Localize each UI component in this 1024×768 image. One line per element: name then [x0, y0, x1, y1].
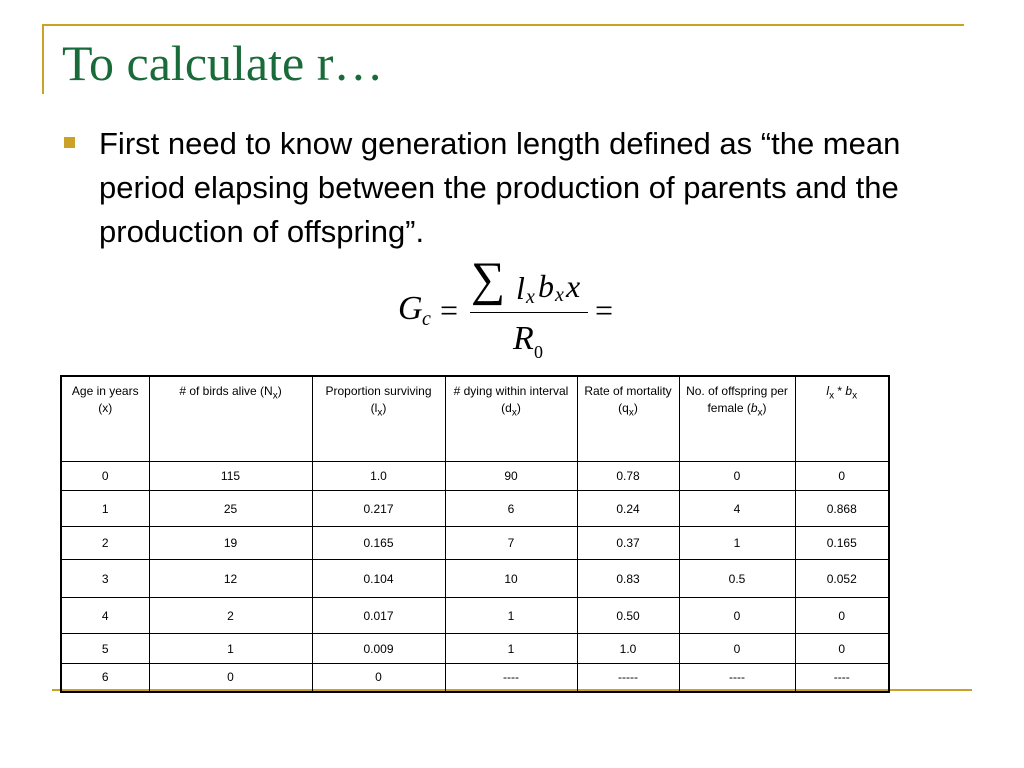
- formula-lhs: G: [398, 290, 423, 327]
- table-row: [61, 462, 889, 491]
- table-cell: 5: [61, 634, 149, 664]
- life-table: [60, 375, 890, 693]
- table-cell: ----: [445, 664, 577, 692]
- table-cell: ----: [679, 664, 795, 692]
- table-row: [61, 598, 889, 634]
- table-cell: 1: [61, 491, 149, 527]
- table-cell: 25: [149, 491, 312, 527]
- table-cell: 0.009: [312, 634, 445, 664]
- table-cell: 0.052: [795, 560, 889, 598]
- table-cell: 0.165: [795, 527, 889, 560]
- formula-numerator-b-subscript: x: [555, 284, 564, 306]
- formula-numerator-l: l: [516, 270, 525, 306]
- table-cell: 0: [61, 462, 149, 491]
- table-cell: ----: [795, 664, 889, 692]
- table-cell: 2: [149, 598, 312, 634]
- formula-numerator-b: b: [538, 268, 554, 304]
- table-cell: 7: [445, 527, 577, 560]
- table-cell: 0.217: [312, 491, 445, 527]
- bullet-square-icon: [64, 137, 75, 148]
- formula-denominator: R: [513, 320, 534, 357]
- frame-left-line: [42, 24, 44, 94]
- table-cell: 0.37: [577, 527, 679, 560]
- table-cell: 0.78: [577, 462, 679, 491]
- table-cell: 0.017: [312, 598, 445, 634]
- table-cell: 4: [679, 491, 795, 527]
- table-cell: 1.0: [577, 634, 679, 664]
- table-cell: 1: [149, 634, 312, 664]
- table-cell: 115: [149, 462, 312, 491]
- table-cell: 0.24: [577, 491, 679, 527]
- table-row: [61, 527, 889, 560]
- table-cell: 2: [61, 527, 149, 560]
- table-cell: 0.83: [577, 560, 679, 598]
- header-offspring-per-female: No. of offspring per female $(b_x)$: [679, 376, 795, 462]
- table-cell: 12: [149, 560, 312, 598]
- table-cell: 0: [679, 634, 795, 664]
- header-dying-within-interval: # dying within interval $(d_x)$: [445, 376, 577, 462]
- table-cell: 0: [679, 462, 795, 491]
- table-cell: 0: [795, 462, 889, 491]
- table-cell: 90: [445, 462, 577, 491]
- formula-equals: =: [440, 292, 459, 328]
- formula-numerator-x: x: [566, 268, 581, 304]
- generation-length-formula: [398, 253, 628, 362]
- table-row: [61, 560, 889, 598]
- table-cell: 1: [679, 527, 795, 560]
- table-cell: 10: [445, 560, 577, 598]
- table-row: [61, 491, 889, 527]
- bullet-text: First need to know generation length defined as “the mean period elapsing between the production of parents and the production of offspring”.: [99, 126, 901, 249]
- table-cell: 0.5: [679, 560, 795, 598]
- header-proportion-surviving: Proportion surviving $(l_x)$: [312, 376, 445, 462]
- table-cell: 19: [149, 527, 312, 560]
- header-birds-alive: # of birds alive $(N_x)$: [149, 376, 312, 462]
- table-cell: 0.868: [795, 491, 889, 527]
- table-cell: 6: [445, 491, 577, 527]
- table-cell: 1.0: [312, 462, 445, 491]
- header-mortality-rate: Rate of mortality $(q_x)$: [577, 376, 679, 462]
- table-cell: 0.104: [312, 560, 445, 598]
- table-cell: 0.50: [577, 598, 679, 634]
- table-cell: -----: [577, 664, 679, 692]
- table-cell: 0: [795, 598, 889, 634]
- formula-lhs-subscript: c: [422, 308, 431, 330]
- table-cell: 0: [679, 598, 795, 634]
- formula-sum-symbol: ∑: [471, 253, 506, 306]
- formula-denominator-subscript: 0: [534, 342, 543, 362]
- header-age: Age in years (x): [61, 376, 149, 462]
- table-cell: 4: [61, 598, 149, 634]
- frame-top-line: [42, 24, 964, 26]
- table-cell: 0: [795, 634, 889, 664]
- table-cell: 0: [312, 664, 445, 692]
- table-cell: 3: [61, 560, 149, 598]
- table-cell: 0.165: [312, 527, 445, 560]
- slide-title: To calculate r…: [62, 35, 384, 91]
- table-cell: 6: [61, 664, 149, 692]
- table-row: [61, 634, 889, 664]
- table-cell: 0: [149, 664, 312, 692]
- table-cell: 1: [445, 634, 577, 664]
- formula-fraction-bar: [470, 312, 588, 313]
- table-cell: 1: [445, 598, 577, 634]
- formula-numerator-l-subscript: x: [526, 286, 535, 308]
- table-header-row: [61, 376, 889, 462]
- header-lx-times-bx: $l_x * b_x$: [795, 376, 889, 462]
- table-row: [61, 664, 889, 692]
- formula-trailing-equals: =: [595, 292, 614, 328]
